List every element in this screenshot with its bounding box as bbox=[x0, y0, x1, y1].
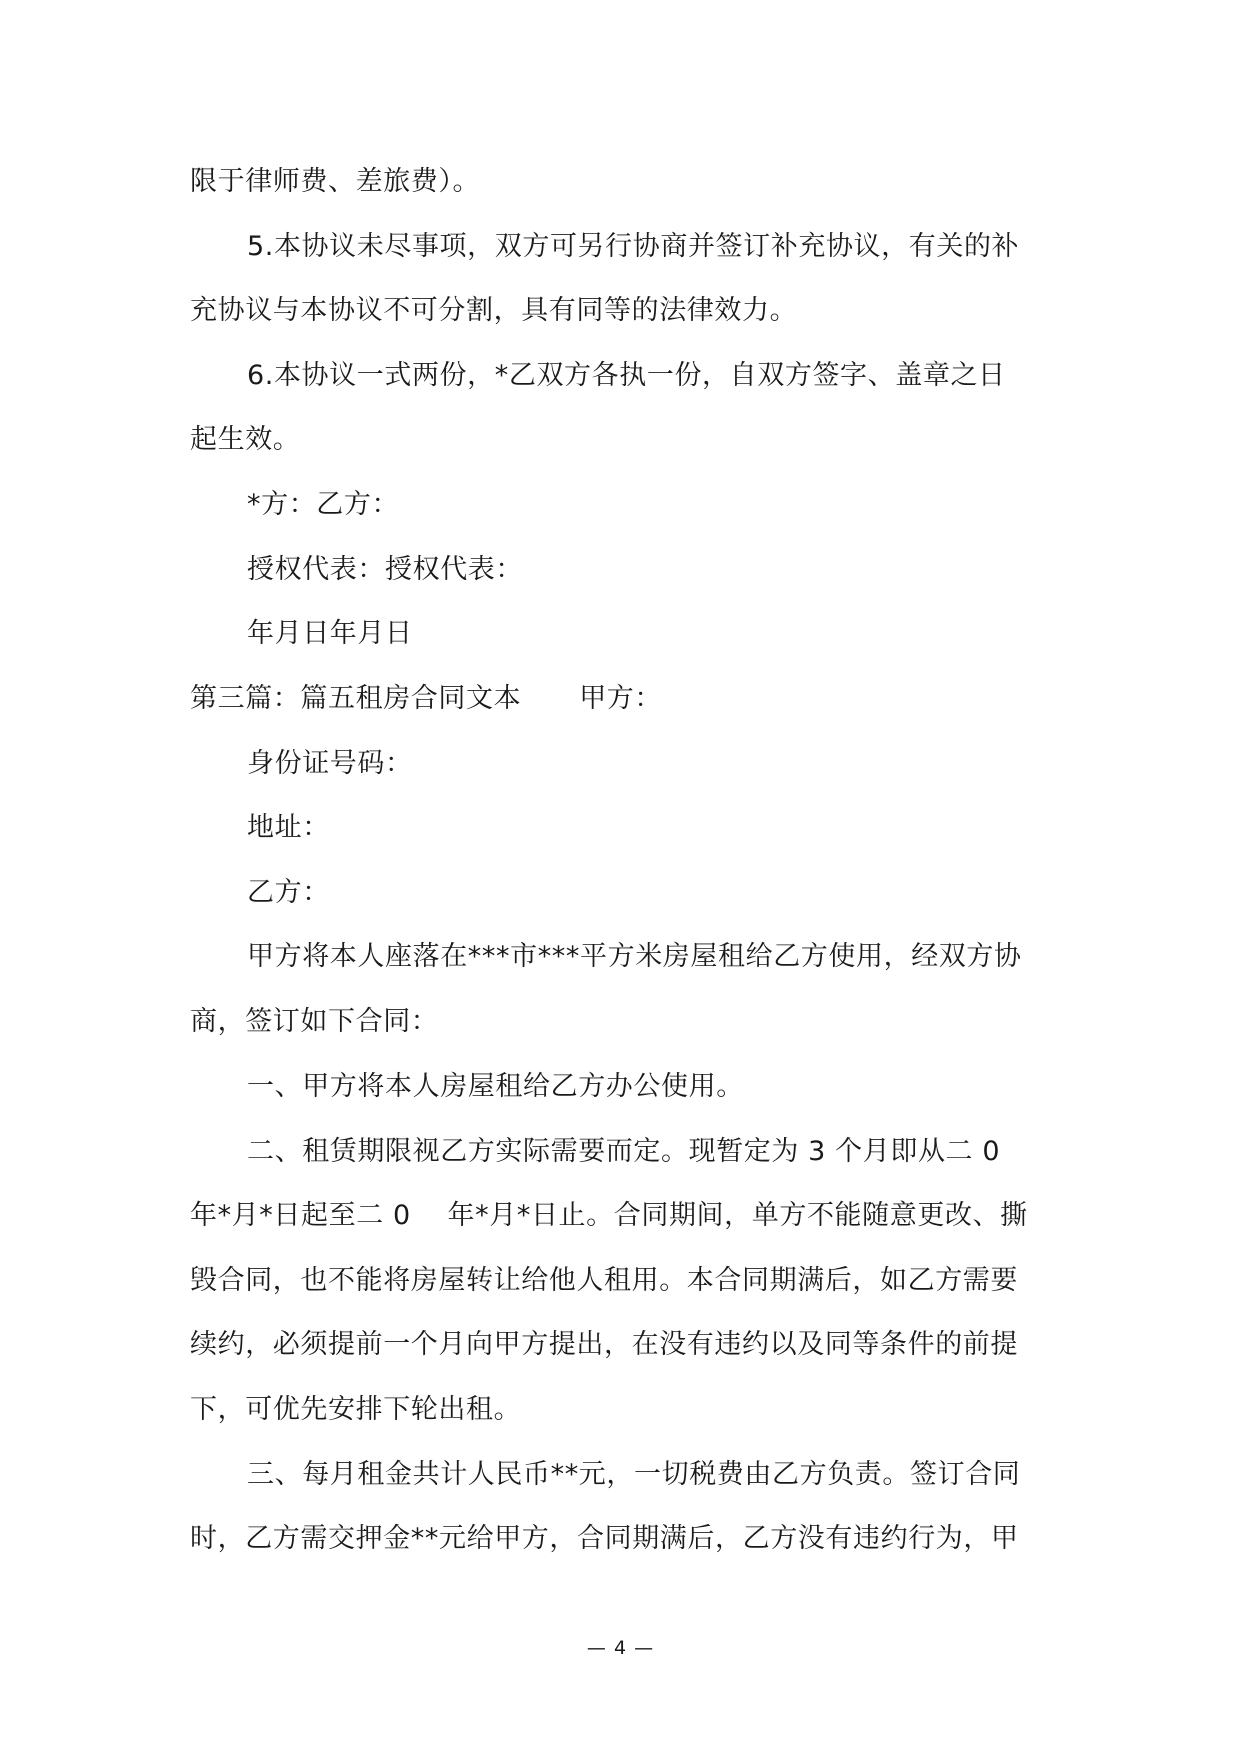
section-heading bbox=[190, 681, 662, 717]
page-number: — 4 — bbox=[586, 1637, 655, 1659]
text-line: 年月日年月日 bbox=[247, 618, 413, 649]
text-line: 下，可优先安排下轮出租。 bbox=[190, 1394, 522, 1425]
text-line: 一、甲方将本人房屋租给乙方办公使用。 bbox=[247, 1071, 744, 1102]
text-line: 续约，必须提前一个月向甲方提出，在没有违约以及同等条件的前提 bbox=[190, 1329, 1018, 1360]
text-line: 限于律师费、差旅费）。 bbox=[190, 166, 481, 197]
text-line: 5.本协议未尽事项，双方可另行协商并签订补充协议，有关的补 bbox=[247, 231, 1020, 262]
text-line: 身份证号码： bbox=[247, 748, 413, 779]
text-line: 乙方： bbox=[247, 877, 330, 908]
text-line: 充协议与本协议不可分割，具有同等的法律效力。 bbox=[190, 295, 798, 326]
text-line: 毁合同，也不能将房屋转让给他人租用。本合同期满后，如乙方需要 bbox=[190, 1265, 1018, 1296]
text-line: 甲方将本人座落在***市***平方米房屋租给乙方使用，经双方协 bbox=[247, 941, 1022, 972]
text-line: 时，乙方需交押金**元给甲方，合同期满后，乙方没有违约行为，甲 bbox=[190, 1523, 1019, 1554]
text-line: 地址： bbox=[247, 812, 330, 843]
text-line: 年*月*日起至二 0 年*月*日止。合同期间，单方不能随意更改、撕 bbox=[190, 1200, 1028, 1231]
text-line: 二、租赁期限视乙方实际需要而定。现暂定为 3 个月即从二 0 bbox=[247, 1136, 1001, 1167]
text-line: 6.本协议一式两份，*乙双方各执一份，自双方签字、盖章之日 bbox=[247, 360, 1006, 391]
text-line: 商，签订如下合同： bbox=[190, 1006, 439, 1037]
text-line: 授权代表：授权代表： bbox=[247, 554, 523, 585]
text-line: 起生效。 bbox=[190, 424, 301, 455]
section-heading-party: 甲方： bbox=[579, 683, 663, 714]
text-line: *方：乙方： bbox=[247, 489, 400, 520]
text-line: 三、每月租金共计人民币**元，一切税费由乙方负责。签订合同 bbox=[247, 1459, 1021, 1490]
section-heading-title: 第三篇：篇五租房合同文本 bbox=[190, 683, 522, 714]
